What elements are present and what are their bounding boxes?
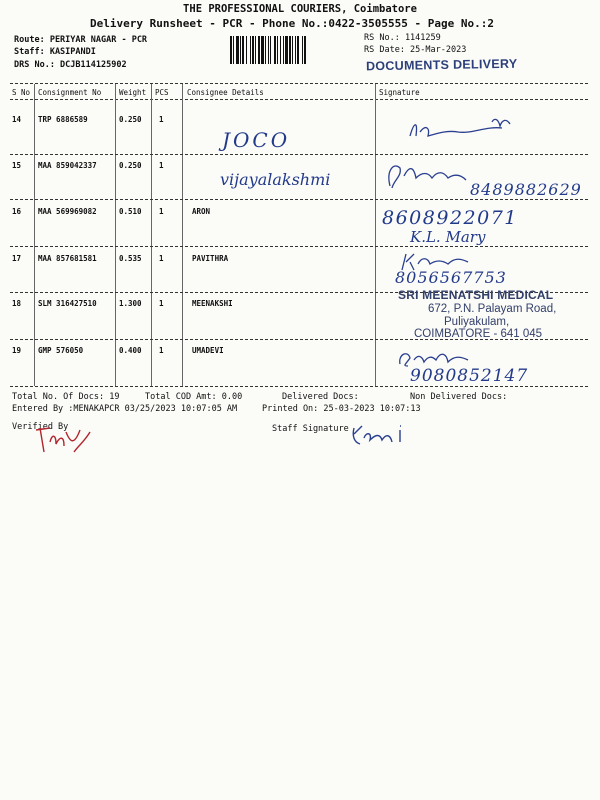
handwritten-name: K.L. Mary	[410, 228, 486, 246]
row-rule	[10, 154, 588, 155]
total-cod: Total COD Amt: 0.00	[145, 392, 243, 402]
row-consignment: GMP 576050	[38, 346, 84, 355]
col-divider	[151, 84, 152, 386]
entered-by: Entered By :MENAKAPCR 03/25/2023 10:07:05 AM	[12, 404, 238, 414]
route-label: Route: PERIYAR NAGAR - PCR	[14, 35, 148, 45]
row-pcs: 1	[159, 254, 164, 263]
handwritten-phone: 8489882629	[470, 180, 582, 199]
row-weight: 0.535	[119, 254, 142, 263]
row-consignment: SLM 316427510	[38, 299, 97, 308]
signature-row15	[384, 158, 484, 192]
medical-stamp-name: SRI MEENATSHI MEDICAL	[398, 288, 554, 302]
row-sno: 16	[12, 207, 22, 216]
col-divider	[182, 84, 183, 386]
barcode-bar	[306, 36, 307, 64]
row-rule	[10, 246, 588, 247]
total-docs: Total No. Of Docs: 19	[12, 392, 120, 402]
handwritten-name: JOCO	[222, 128, 291, 152]
row-consignee: MEENAKSHI	[192, 299, 233, 308]
row-weight: 0.510	[119, 207, 142, 216]
row-sno: 18	[12, 299, 22, 308]
row-consignee: ARON	[192, 207, 211, 216]
col-header-consignee: Consignee Details	[187, 88, 264, 97]
row-consignee: PAVITHRA	[192, 254, 229, 263]
handwritten-phone: 8056567753	[395, 268, 507, 287]
row-pcs: 1	[159, 115, 164, 124]
delivered-docs: Delivered Docs:	[282, 392, 359, 402]
medical-stamp-city: COIMBATORE - 641 045	[414, 328, 543, 340]
row-pcs: 1	[159, 161, 164, 170]
col-header-weight: Weight	[119, 88, 147, 97]
row-pcs: 1	[159, 299, 164, 308]
row-sno: 19	[12, 346, 22, 355]
barcode	[230, 36, 358, 64]
printed-on: Printed On: 25-03-2023 10:07:13	[262, 404, 421, 414]
table-bottom-rule	[10, 386, 588, 387]
row-sno: 15	[12, 161, 22, 170]
handwritten-name: vijayalakshmi	[220, 170, 331, 189]
drs-number: DRS No.: DCJB114125902	[14, 60, 127, 70]
non-delivered-docs: Non Delivered Docs:	[410, 392, 508, 402]
row-weight: 1.300	[119, 299, 142, 308]
col-header-pcs: PCS	[155, 88, 169, 97]
col-header-signature: Signature	[379, 88, 420, 97]
staff-label: Staff: KASIPANDI	[14, 47, 96, 57]
col-divider	[115, 84, 116, 386]
verified-signature	[34, 422, 94, 456]
row-weight: 0.400	[119, 346, 142, 355]
signature-row14	[406, 112, 526, 144]
row-consignment: MAA 859042337	[38, 161, 97, 170]
table-header-rule	[10, 99, 588, 100]
row-consignee: UMADEVI	[192, 346, 224, 355]
row-sno: 14	[12, 115, 22, 124]
handwritten-phone: 9080852147	[410, 366, 529, 386]
medical-stamp-address: 672, P.N. Palayam Road,	[428, 303, 557, 315]
row-pcs: 1	[159, 346, 164, 355]
staff-signature	[350, 420, 420, 448]
rs-number: RS No.: 1141259	[364, 33, 441, 43]
row-weight: 0.250	[119, 161, 142, 170]
row-consignment: MAA 569969082	[38, 207, 97, 216]
row-weight: 0.250	[119, 115, 142, 124]
documents-delivery-stamp: DOCUMENTS DELIVERY	[365, 56, 518, 74]
runsheet-title: Delivery Runsheet - PCR - Phone No.:0422-3505555 - Page No.:2	[90, 17, 494, 30]
verified-by-label: Verified By	[12, 422, 69, 432]
row-rule	[10, 199, 588, 200]
medical-stamp-area: Puliyakulam,	[444, 316, 510, 328]
row-consignment: MAA 857681581	[38, 254, 97, 263]
company-title: THE PROFESSIONAL COURIERS, Coimbatore	[183, 3, 417, 15]
handwritten-phone: 8608922071	[382, 207, 518, 229]
col-header-consignment: Consignment No	[38, 88, 102, 97]
row-sno: 17	[12, 254, 22, 263]
col-divider	[34, 84, 35, 386]
row-consignment: TRP 6886589	[38, 115, 88, 124]
rs-date: RS Date: 25-Mar-2023	[364, 45, 467, 55]
row-pcs: 1	[159, 207, 164, 216]
col-header-sno: S No	[12, 88, 31, 97]
col-divider	[375, 84, 376, 386]
staff-signature-label: Staff Signature	[272, 424, 349, 434]
table-top-rule	[10, 83, 588, 84]
